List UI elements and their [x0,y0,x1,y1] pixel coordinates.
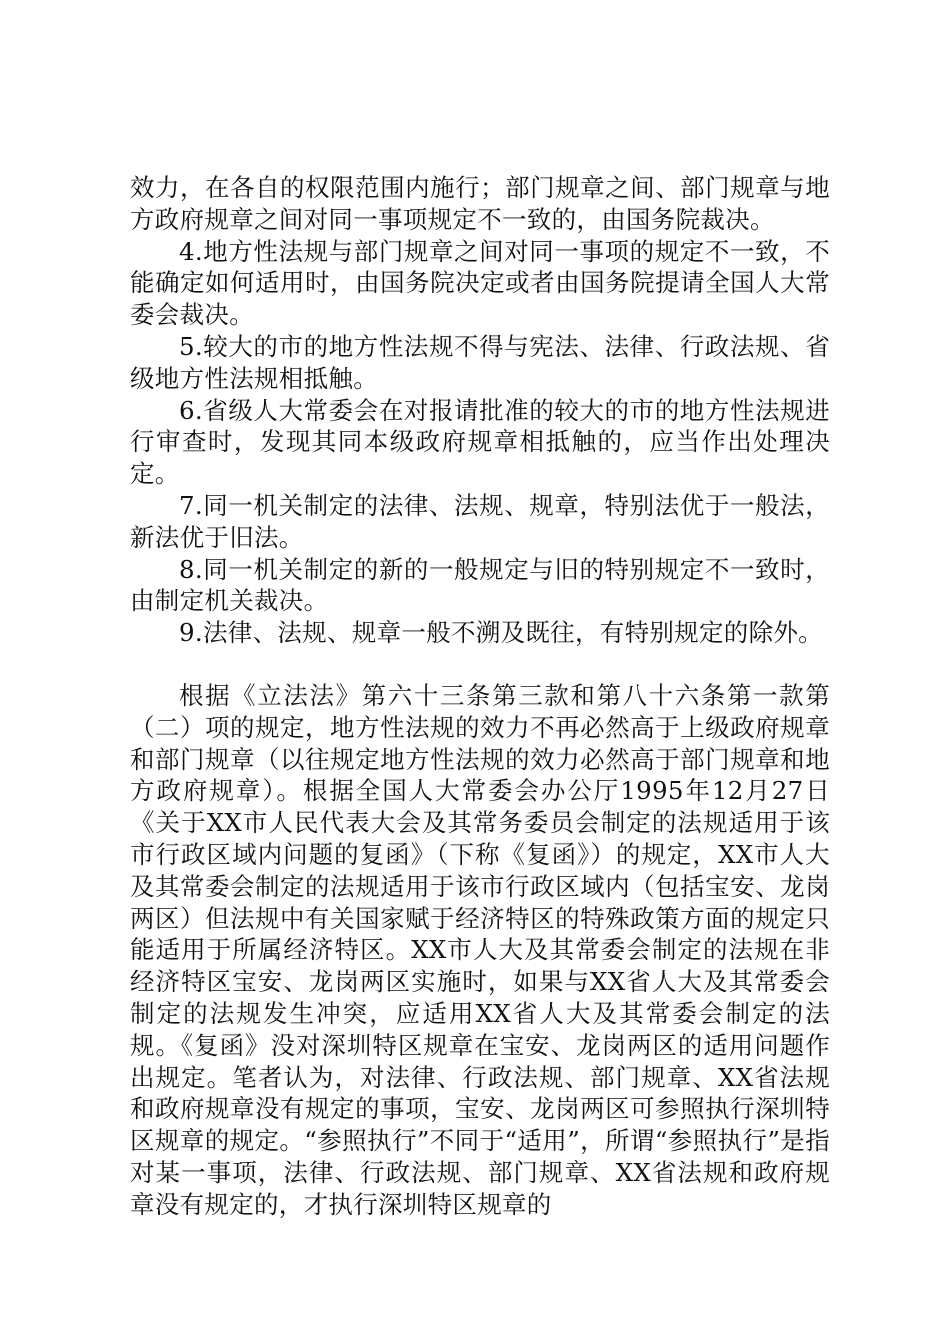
paragraph-analysis: 根据《立法法》第六十三条第三款和第八十六条第一款第（二）项的规定，地方性法规的效力不再必然高于上级政府规章和部门规章（以往规定地方性法规的效力必然高于部门规章和地方政府规章）。根据全国人大常委会办公厅1995年12月27日《关于XX市人民代表大会及其常务委员会制定的法规适用于该市行政区域内问题的复函》（下称《复函》）的规定，XX市人大及其常委会制定的法规适用于该市行政区域内（包括宝安、龙岗两区）但法规中有关国家赋于经济特区的特殊政策方面的规定只能适用于所属经济特区。XX市人大及其常委会制定的法规在非经济特区宝安、龙岗两区实施时，如果与XX省人大及其常委会制定的法规发生冲突，应适用XX省人大及其常委会制定的法规。《复函》没对深圳特区规章在宝安、龙岗两区的适用问题作出规定。笔者认为，对法律、行政法规、部门规章、XX省法规和政府规章没有规定的事项，宝安、龙岗两区可参照执行深圳特区规章的规定。“参照执行”不同于“适用”，所谓“参照执行”是指对某一事项，法律、行政法规、部门规章、XX省法规和政府规章没有规定的，才执行深圳特区规章的 [130,680,830,1219]
paragraph-item-4: 4.地方性法规与部门规章之间对同一事项的规定不一致，不能确定如何适用时，由国务院决定或者由国务院提请全国人大常委会裁决。 [130,236,830,330]
paragraph-item-6: 6.省级人大常委会在对报请批准的较大的市的地方性法规进行审查时，发现其同本级政府规章相抵触的，应当作出处理决定。 [130,395,830,489]
paragraph-item-8: 8.同一机关制定的新的一般规定与旧的特别规定不一致时，由制定机关裁决。 [130,554,830,616]
paragraph-continuation: 效力，在各自的权限范围内施行；部门规章之间、部门规章与地方政府规章之间对同一事项规定不一致的，由国务院裁决。 [130,173,830,234]
paragraph-item-5: 5.较大的市的地方性法规不得与宪法、法律、行政法规、省级地方性法规相抵触。 [130,331,830,393]
paragraph-item-7: 7.同一机关制定的法律、法规、规章，特别法优于一般法，新法优于旧法。 [130,490,830,552]
paragraph-item-9: 9.法律、法规、规章一般不溯及既往，有特别规定的除外。 [179,618,823,648]
document-body [130,172,830,1221]
